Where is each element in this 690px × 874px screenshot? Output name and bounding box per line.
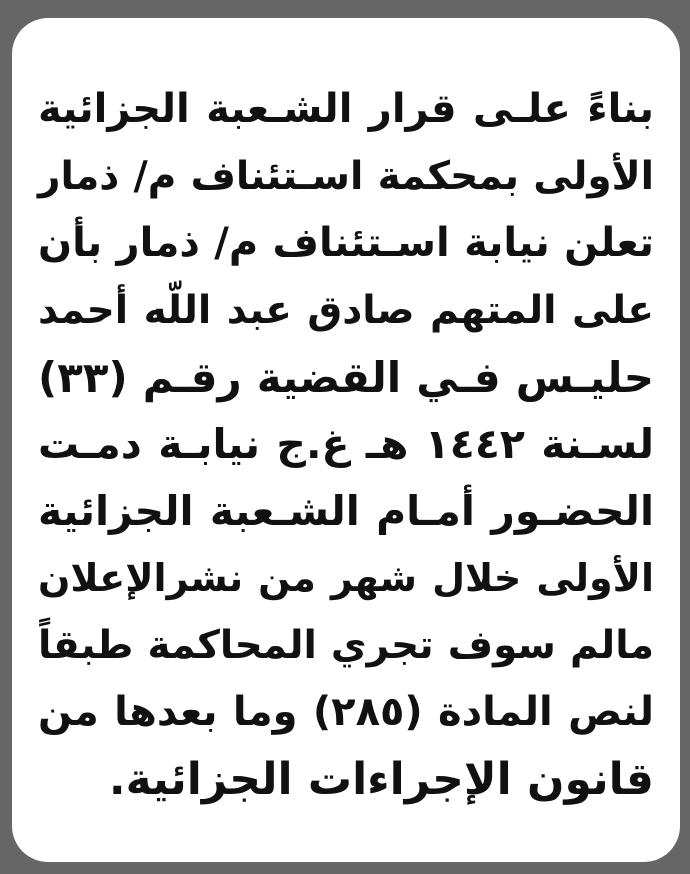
notice-line: الحضـور أمـام الشـعبة الجزائية: [38, 487, 654, 535]
notice-card: [12, 18, 680, 862]
notice-line: لنص المادة (٢٨٥) وما بعدها من: [38, 689, 654, 735]
notice-line: الأولى خلال شهر من نشرالإعلان: [38, 556, 654, 600]
notice-line: الأولى بمحكمة اسـتئناف م/ ذمار: [38, 154, 654, 199]
notice-line-last: قانون الإجراءات الجزائية.: [108, 754, 654, 805]
notice-line: بناءً علـى قرار الشـعبة الجزائية: [38, 86, 654, 132]
notice-line: مالم سوف تجري المحاكمة طبقاً: [38, 623, 654, 668]
notice-body: [12, 76, 680, 813]
notice-line: حليـس فـي القضية رقـم (٣٣): [38, 353, 654, 402]
notice-line: على المتهم صادق عبد اللّه أحمد: [38, 288, 654, 333]
notice-line: تعلن نيابة اسـتئناف م/ ذمار بأن: [38, 220, 654, 266]
notice-line: لسـنة ١٤٤٢ هـ غ.ج نيابـة دمـت: [38, 420, 654, 468]
